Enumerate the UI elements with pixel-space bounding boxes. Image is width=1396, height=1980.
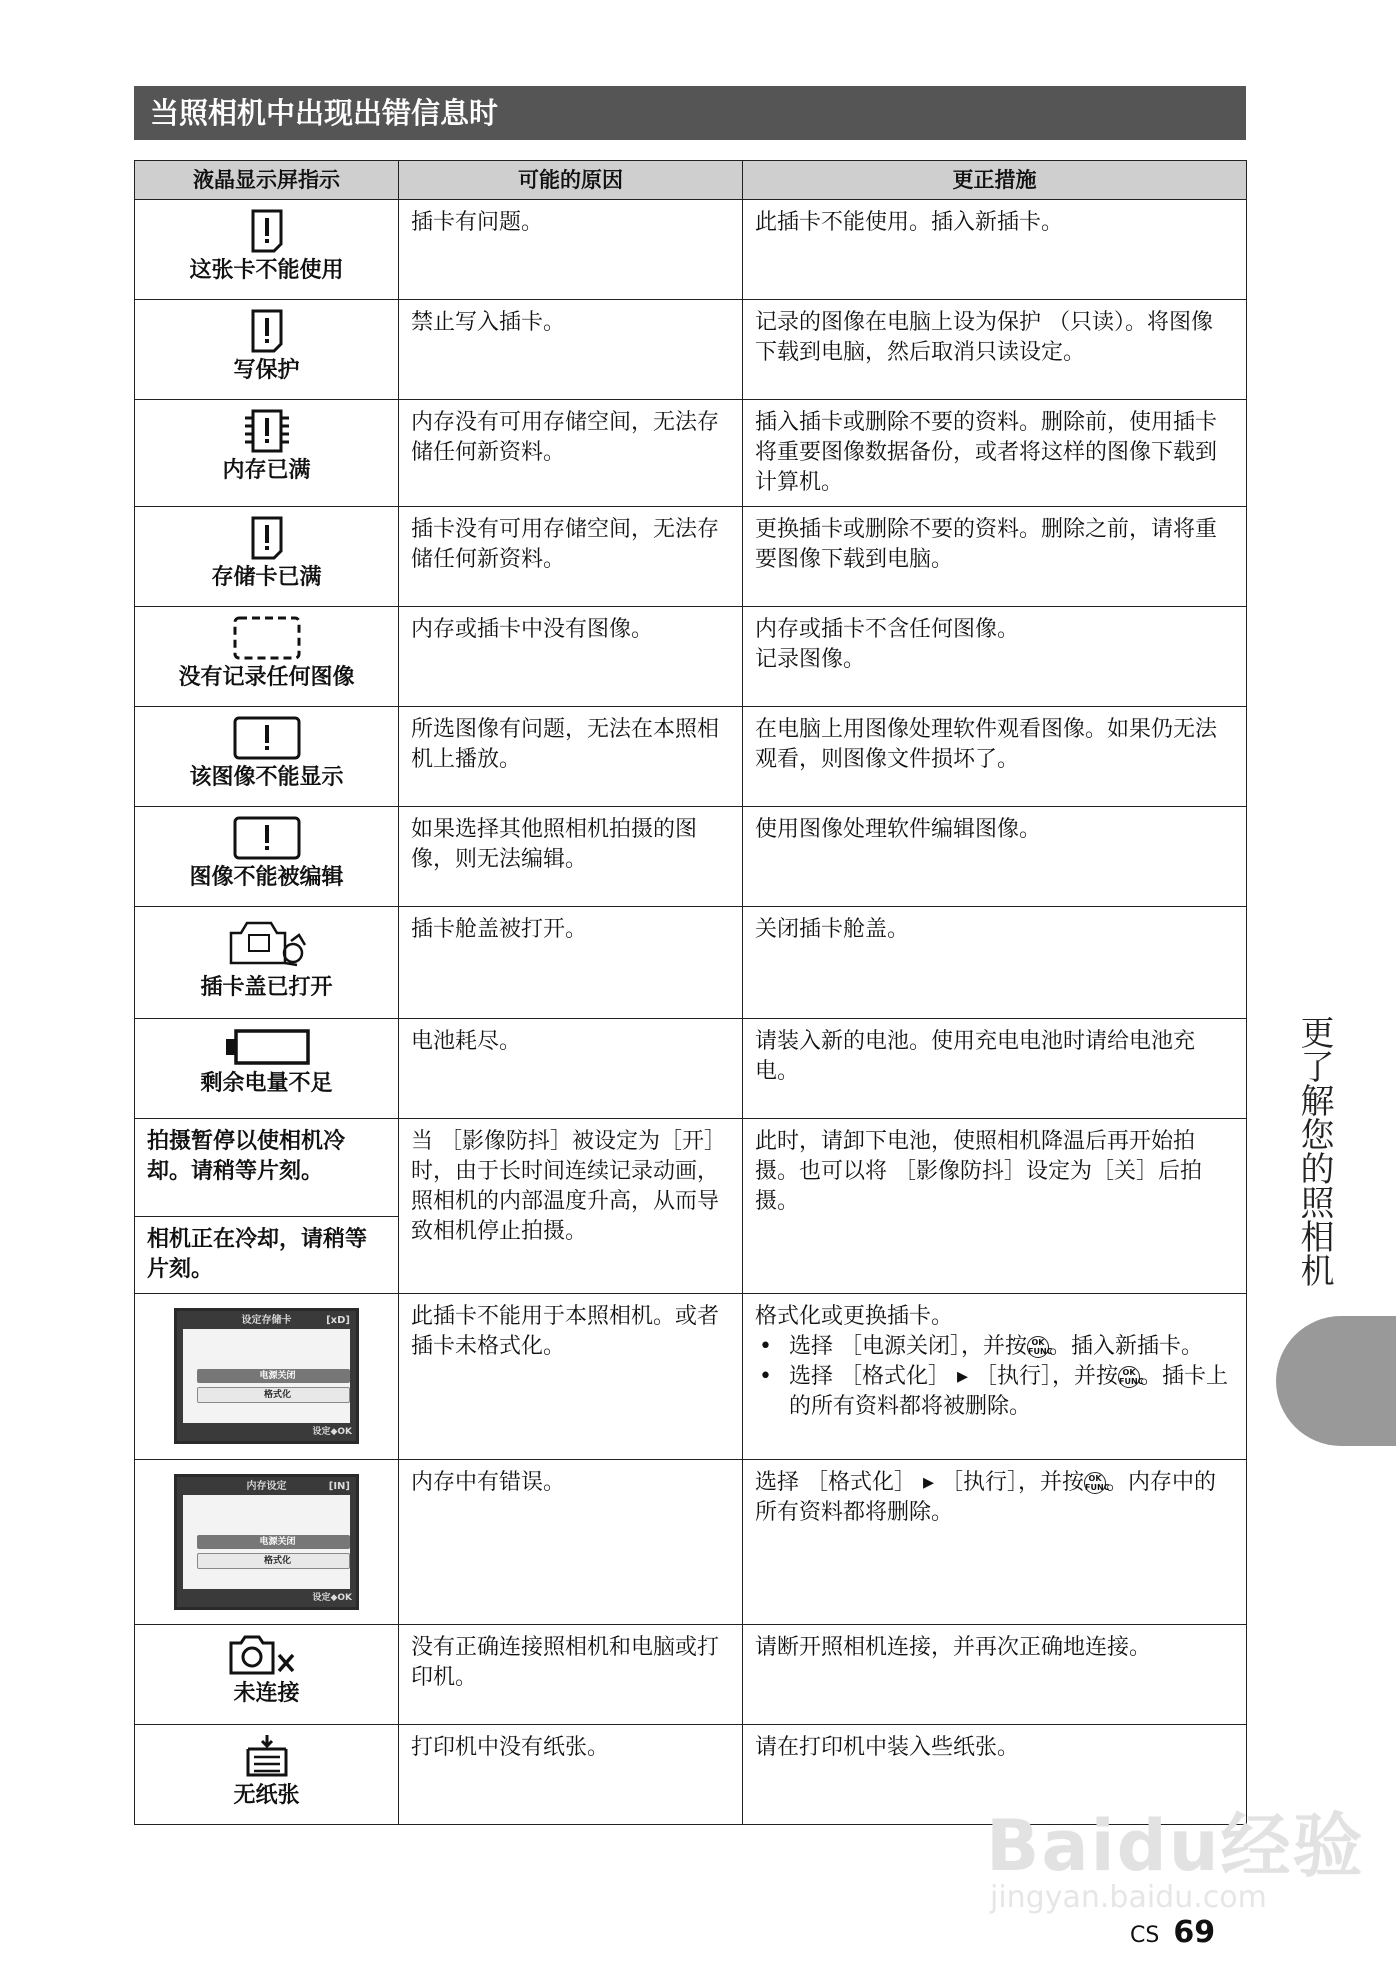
section-title: 当照相机中出现出错信息时: [134, 86, 1246, 140]
table-header-row: [135, 161, 1247, 200]
screen-title: 内存设定: [246, 1481, 287, 1492]
memory-setup-screen: [174, 1474, 359, 1610]
footer-lang: CS: [1130, 1923, 1160, 1948]
indicator-label: 图像不能被编辑: [189, 865, 344, 890]
cause-cell: 内存或插卡中没有图像。: [399, 607, 743, 707]
indicator-text-cell: 拍摄暂停以使相机冷却。请稍等片刻。: [135, 1119, 399, 1217]
fix-cell: 在电脑上用图像处理软件观看图像。如果仍无法观看，则图像文件损坏了。: [743, 707, 1247, 807]
table-row: [135, 200, 1247, 300]
ok-button-icon: OK FUNC: [1085, 1474, 1110, 1492]
screen-footer: 设定◆OK: [312, 1593, 352, 1603]
indicator-label: 剩余电量不足: [200, 1071, 333, 1096]
cause-cell: 打印机中没有纸张。: [399, 1725, 743, 1825]
screen-tag: [IN]: [328, 1481, 350, 1492]
card-setup-screen-cell: [135, 1294, 399, 1460]
card-exclamation-icon: [250, 208, 284, 254]
indicator-label: 插卡盖已打开: [200, 975, 333, 1000]
fix-cell: 选择 ［格式化］ ▸ ［执行］，并按 OK FUNC。内存中的所有资料都将删除。: [743, 1460, 1247, 1625]
fix-cell: 插入插卡或删除不要的资料。删除前，使用插卡将重要图像数据备份，或者将这样的图像下载到计算机。: [743, 400, 1247, 507]
cause-cell: 插卡舱盖被打开。: [399, 907, 743, 1019]
cause-cell: 内存没有可用存储空间，无法存储任何新资料。: [399, 400, 743, 507]
cause-cell: 此插卡不能用于本照相机。或者插卡未格式化。: [399, 1294, 743, 1460]
paper-tray-icon: [242, 1733, 292, 1779]
frame-exclamation-icon: [232, 715, 302, 761]
header-cause: 可能的原因: [399, 161, 743, 200]
fix-bullet: • 选择 ［格式化］ ▸ ［执行］，并按 OK FUNC。插卡上的所有资料都将被删除。: [755, 1362, 1234, 1422]
fix-line: 内存或插卡不含任何图像。: [755, 617, 1020, 642]
table-row: [135, 807, 1247, 907]
camera-disconnected-icon: [227, 1633, 307, 1677]
battery-empty-icon: [222, 1027, 312, 1067]
ok-button-icon: OK FUNC: [1119, 1368, 1144, 1386]
fix-cell: [743, 1294, 1247, 1460]
cause-cell: 没有正确连接照相机和电脑或打印机。: [399, 1625, 743, 1725]
menu-option-format: 格式化: [197, 1387, 350, 1403]
table-row: [135, 1119, 1247, 1217]
dashed-frame-icon: [232, 615, 302, 661]
indicator-label: 没有记录任何图像: [178, 665, 355, 690]
fix-line: 记录图像。: [755, 647, 866, 672]
fix-cell: [743, 607, 1247, 707]
cause-cell: 所选图像有问题，无法在本照相机上播放。: [399, 707, 743, 807]
cause-cell: 禁止写入插卡。: [399, 300, 743, 400]
indicator-text-cell: 相机正在冷却，请稍等片刻。: [135, 1217, 399, 1294]
fix-cell: 请断开照相机连接，并再次正确地连接。: [743, 1625, 1247, 1725]
screen-title: 设定存储卡: [241, 1315, 292, 1326]
page-number: 69: [1173, 1915, 1216, 1950]
table-row: [135, 1625, 1247, 1725]
frame-exclamation-icon: [232, 815, 302, 861]
menu-option-power-off: 电源关闭: [197, 1369, 350, 1383]
fix-cell: 记录的图像在电脑上设为保护 （只读）。将图像下载到电脑，然后取消只读设定。: [743, 300, 1247, 400]
side-chapter-tab: [1276, 1316, 1396, 1446]
card-setup-screen: [174, 1308, 359, 1444]
cause-cell: 内存中有错误。: [399, 1460, 743, 1625]
menu-option-format: 格式化: [197, 1553, 350, 1569]
cause-cell: 插卡没有可用存储空间，无法存储任何新资料。: [399, 507, 743, 607]
indicator-label: 存储卡已满: [211, 565, 322, 590]
table-row: [135, 300, 1247, 400]
table-row: [135, 907, 1247, 1019]
indicator-label: 内存已满: [222, 458, 311, 483]
watermark-brand: Baidu经验: [986, 1805, 1365, 1887]
fix-cell: 此插卡不能使用。插入新插卡。: [743, 200, 1247, 300]
memory-setup-screen-cell: [135, 1460, 399, 1625]
ok-button-icon: OK FUNC: [1028, 1338, 1053, 1356]
table-row: [135, 1019, 1247, 1119]
fix-bullet: • 选择 ［电源关闭］，并按 OK FUNC。插入新插卡。: [755, 1332, 1234, 1362]
table-row: [135, 707, 1247, 807]
page-footer: [1130, 1915, 1215, 1950]
cause-cell: 电池耗尽。: [399, 1019, 743, 1119]
watermark-url: jingyan.baidu.com: [990, 1880, 1267, 1915]
table-row: [135, 400, 1247, 507]
table-row: [135, 1294, 1247, 1460]
fix-cell: 关闭插卡舱盖。: [743, 907, 1247, 1019]
card-exclamation-icon: [250, 308, 284, 354]
table-row: [135, 1460, 1247, 1625]
card-exclamation-icon: [250, 515, 284, 561]
indicator-label: 这张卡不能使用: [189, 258, 344, 283]
side-chapter-label: 更了解您的照相机: [1294, 1015, 1334, 1287]
fix-cell: 请装入新的电池。使用充电电池时请给电池充电。: [743, 1019, 1247, 1119]
screen-footer: 设定◆OK: [312, 1427, 352, 1437]
header-fix: 更正措施: [743, 161, 1247, 200]
table-row: [135, 607, 1247, 707]
cause-cell: 插卡有问题。: [399, 200, 743, 300]
error-message-table: [134, 160, 1247, 1825]
fix-cell: 使用图像处理软件编辑图像。: [743, 807, 1247, 907]
indicator-label: 该图像不能显示: [189, 765, 344, 790]
header-indicator: 液晶显示屏指示: [135, 161, 399, 200]
memory-chip-exclamation-icon: [242, 408, 292, 454]
indicator-label: 未连接: [233, 1681, 300, 1706]
camera-cover-open-icon: [225, 915, 309, 971]
cause-cell: 当 ［影像防抖］被设定为［开］时，由于长时间连续记录动画，照相机的内部温度升高，从而导致相机停止拍摄。: [399, 1119, 743, 1294]
indicator-label: 写保护: [233, 358, 300, 383]
fix-cell: 此时，请卸下电池，使照相机降温后再开始拍摄。也可以将 ［影像防抖］设定为［关］后拍摄。: [743, 1119, 1247, 1294]
screen-tag: [xD]: [326, 1315, 350, 1326]
fix-cell: 请在打印机中装入些纸张。: [743, 1725, 1247, 1825]
menu-option-power-off: 电源关闭: [197, 1535, 350, 1549]
fix-cell: 更换插卡或删除不要的资料。删除之前，请将重要图像下载到电脑。: [743, 507, 1247, 607]
indicator-label: 无纸张: [233, 1783, 300, 1808]
fix-intro: 格式化或更换插卡。: [755, 1304, 954, 1329]
cause-cell: 如果选择其他照相机拍摄的图像，则无法编辑。: [399, 807, 743, 907]
table-row: [135, 507, 1247, 607]
